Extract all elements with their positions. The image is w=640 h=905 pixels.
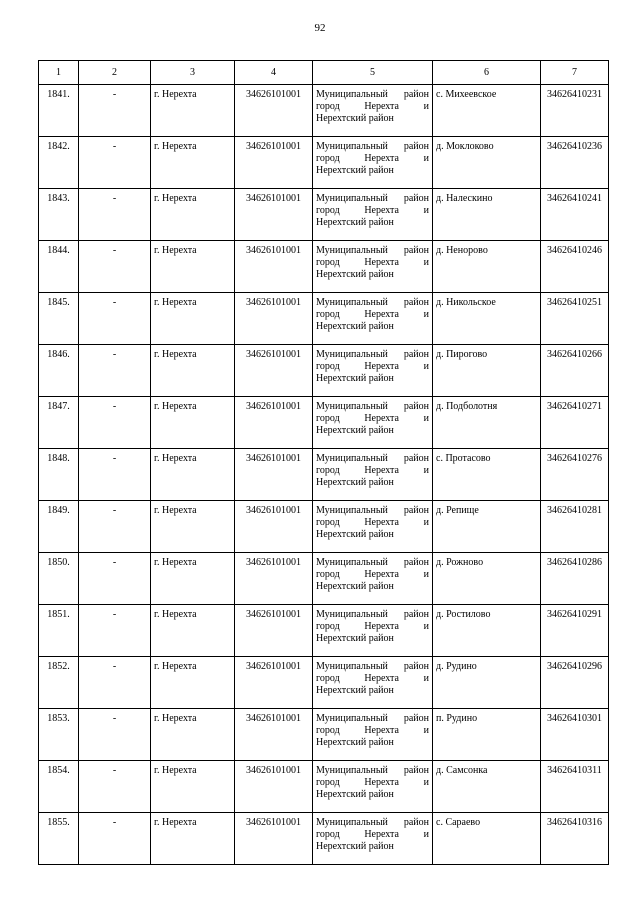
settlement-code-cell: 34626410291 — [541, 605, 609, 657]
city-cell: г. Нерехта — [151, 553, 235, 605]
row-number: 1847. — [39, 397, 79, 449]
settlement-code-cell: 34626410251 — [541, 293, 609, 345]
municipality-cell: Муниципальный район город Нерехта и Нерехтский район — [313, 813, 433, 865]
settlement-code-cell: 34626410316 — [541, 813, 609, 865]
table-row — [39, 137, 609, 189]
municipality-cell: Муниципальный район город Нерехта и Нерехтский район — [313, 293, 433, 345]
municipality-cell: Муниципальный район город Нерехта и Нерехтский район — [313, 605, 433, 657]
column-header: 7 — [541, 61, 609, 85]
table-row — [39, 605, 609, 657]
municipality-cell: Муниципальный район город Нерехта и Нерехтский район — [313, 449, 433, 501]
settlement-code-cell: 34626410236 — [541, 137, 609, 189]
oktmo-code-cell: 34626101001 — [235, 501, 313, 553]
municipality-cell: Муниципальный район город Нерехта и Нерехтский район — [313, 501, 433, 553]
row-number: 1842. — [39, 137, 79, 189]
oktmo-code-cell: 34626101001 — [235, 293, 313, 345]
column-2-value: - — [79, 137, 151, 189]
row-number: 1841. — [39, 85, 79, 137]
table-header-row — [39, 61, 609, 85]
column-2-value: - — [79, 397, 151, 449]
column-header: 2 — [79, 61, 151, 85]
settlement-code-cell: 34626410266 — [541, 345, 609, 397]
column-2-value: - — [79, 553, 151, 605]
city-cell: г. Нерехта — [151, 449, 235, 501]
page-number: 92 — [314, 22, 326, 34]
settlement-code-cell: 34626410296 — [541, 657, 609, 709]
settlement-cell: д. Никольское — [433, 293, 541, 345]
table-row — [39, 293, 609, 345]
municipality-cell: Муниципальный район город Нерехта и Нерехтский район — [313, 397, 433, 449]
city-cell: г. Нерехта — [151, 605, 235, 657]
city-cell: г. Нерехта — [151, 241, 235, 293]
row-number: 1853. — [39, 709, 79, 761]
registry-table — [38, 60, 609, 865]
settlement-cell: п. Рудино — [433, 709, 541, 761]
city-cell: г. Нерехта — [151, 813, 235, 865]
oktmo-code-cell: 34626101001 — [235, 397, 313, 449]
settlement-cell: д. Самсонка — [433, 761, 541, 813]
settlement-cell: д. Пирогово — [433, 345, 541, 397]
oktmo-code-cell: 34626101001 — [235, 345, 313, 397]
city-cell: г. Нерехта — [151, 345, 235, 397]
column-2-value: - — [79, 241, 151, 293]
oktmo-code-cell: 34626101001 — [235, 553, 313, 605]
row-number: 1854. — [39, 761, 79, 813]
row-number: 1846. — [39, 345, 79, 397]
row-number: 1851. — [39, 605, 79, 657]
settlement-cell: с. Протасово — [433, 449, 541, 501]
table-row — [39, 397, 609, 449]
settlement-code-cell: 34626410231 — [541, 85, 609, 137]
oktmo-code-cell: 34626101001 — [235, 85, 313, 137]
oktmo-code-cell: 34626101001 — [235, 449, 313, 501]
column-header: 6 — [433, 61, 541, 85]
settlement-cell: д. Неноровo — [433, 241, 541, 293]
municipality-cell: Муниципальный район город Нерехта и Нерехтский район — [313, 761, 433, 813]
column-2-value: - — [79, 709, 151, 761]
city-cell: г. Нерехта — [151, 397, 235, 449]
row-number: 1852. — [39, 657, 79, 709]
settlement-cell: д. Налескино — [433, 189, 541, 241]
table-row — [39, 501, 609, 553]
settlement-cell: д. Моклоково — [433, 137, 541, 189]
column-2-value: - — [79, 449, 151, 501]
settlement-cell: д. Ростилово — [433, 605, 541, 657]
municipality-cell: Муниципальный район город Нерехта и Нерехтский район — [313, 345, 433, 397]
settlement-cell: д. Подболотня — [433, 397, 541, 449]
column-2-value: - — [79, 605, 151, 657]
column-2-value: - — [79, 345, 151, 397]
settlement-code-cell: 34626410281 — [541, 501, 609, 553]
settlement-code-cell: 34626410241 — [541, 189, 609, 241]
city-cell: г. Нерехта — [151, 189, 235, 241]
oktmo-code-cell: 34626101001 — [235, 761, 313, 813]
row-number: 1855. — [39, 813, 79, 865]
settlement-cell: д. Репище — [433, 501, 541, 553]
settlement-cell: д. Рожново — [433, 553, 541, 605]
column-header: 4 — [235, 61, 313, 85]
settlement-code-cell: 34626410311 — [541, 761, 609, 813]
city-cell: г. Нерехта — [151, 657, 235, 709]
row-number: 1849. — [39, 501, 79, 553]
oktmo-code-cell: 34626101001 — [235, 657, 313, 709]
oktmo-code-cell: 34626101001 — [235, 189, 313, 241]
row-number: 1844. — [39, 241, 79, 293]
column-2-value: - — [79, 85, 151, 137]
municipality-cell: Муниципальный район город Нерехта и Нерехтский район — [313, 709, 433, 761]
row-number: 1850. — [39, 553, 79, 605]
settlement-code-cell: 34626410276 — [541, 449, 609, 501]
row-number: 1843. — [39, 189, 79, 241]
oktmo-code-cell: 34626101001 — [235, 137, 313, 189]
row-number: 1848. — [39, 449, 79, 501]
municipality-cell: Муниципальный район город Нерехта и Нерехтский район — [313, 137, 433, 189]
column-2-value: - — [79, 501, 151, 553]
oktmo-code-cell: 34626101001 — [235, 241, 313, 293]
table-row — [39, 553, 609, 605]
settlement-code-cell: 34626410271 — [541, 397, 609, 449]
table-row — [39, 761, 609, 813]
municipality-cell: Муниципальный район город Нерехта и Нерехтский район — [313, 189, 433, 241]
column-2-value: - — [79, 761, 151, 813]
city-cell: г. Нерехта — [151, 709, 235, 761]
column-2-value: - — [79, 293, 151, 345]
settlement-cell: д. Рудино — [433, 657, 541, 709]
table-row — [39, 657, 609, 709]
municipality-cell: Муниципальный район город Нерехта и Нерехтский район — [313, 553, 433, 605]
settlement-code-cell: 34626410286 — [541, 553, 609, 605]
municipality-cell: Муниципальный район город Нерехта и Нерехтский район — [313, 85, 433, 137]
oktmo-code-cell: 34626101001 — [235, 813, 313, 865]
settlement-code-cell: 34626410301 — [541, 709, 609, 761]
table-row — [39, 813, 609, 865]
settlement-cell: с. Сараево — [433, 813, 541, 865]
city-cell: г. Нерехта — [151, 501, 235, 553]
oktmo-code-cell: 34626101001 — [235, 709, 313, 761]
column-header: 5 — [313, 61, 433, 85]
table-row — [39, 345, 609, 397]
municipality-cell: Муниципальный район город Нерехта и Нерехтский район — [313, 241, 433, 293]
oktmo-code-cell: 34626101001 — [235, 605, 313, 657]
city-cell: г. Нерехта — [151, 761, 235, 813]
table-row — [39, 709, 609, 761]
city-cell: г. Нерехта — [151, 293, 235, 345]
column-2-value: - — [79, 657, 151, 709]
city-cell: г. Нерехта — [151, 85, 235, 137]
column-2-value: - — [79, 189, 151, 241]
city-cell: г. Нерехта — [151, 137, 235, 189]
settlement-code-cell: 34626410246 — [541, 241, 609, 293]
column-2-value: - — [79, 813, 151, 865]
table-row — [39, 241, 609, 293]
column-header: 3 — [151, 61, 235, 85]
table-row — [39, 449, 609, 501]
column-header: 1 — [39, 61, 79, 85]
table-row — [39, 189, 609, 241]
table-row — [39, 85, 609, 137]
municipality-cell: Муниципальный район город Нерехта и Нерехтский район — [313, 657, 433, 709]
row-number: 1845. — [39, 293, 79, 345]
settlement-cell: с. Михеевское — [433, 85, 541, 137]
